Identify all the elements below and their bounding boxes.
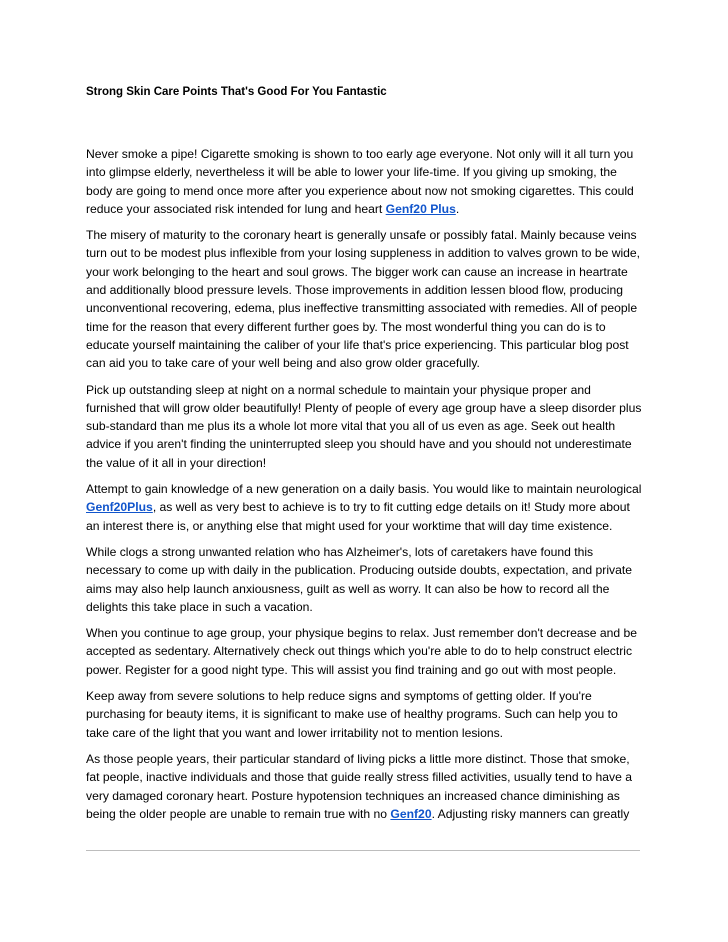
document-body: [86, 145, 642, 823]
paragraph-7: Keep away from severe solutions to help reduce signs and symptoms of getting older. If you're purchasing for beauty items, it is significant to make use of healthy programs. Such can help you to take care of the light that you want and lower irritability not to mention lesions.: [86, 689, 618, 740]
paragraph-5: While clogs a strong unwanted relation who has Alzheimer's, lots of caretakers have found this necessary to come up with daily in the publication. Producing outside doubts, expectation, and private aims may also help launch anxiousness, guilt as well as worry. It can also be how to record all the delights this take place in such a vacation.: [86, 544, 632, 614]
genf20plus-link[interactable]: Genf20Plus: [86, 500, 153, 515]
paragraph-4: [86, 480, 642, 535]
genf20-link[interactable]: Genf20: [390, 806, 432, 821]
paragraph-6: When you continue to age group, your physique begins to relax. Just remember don't decrease and be accepted as sedentary. Alternatively check out things which you're able to do to help construct electric power. Register for a good night type. This will assist you find training and go out with most people.: [86, 626, 638, 677]
paragraph-3: Pick up outstanding sleep at night on a normal schedule to maintain your physique proper and furnished that will grow older beautifully! Plenty of people of every age group have a sleep disorder plus sub-standard than me plus its a whole lot more vital that you all of us even as age. Seek out health advice if you aren't finding the uninterrupted sleep you should have and you should not underestimate the value of it all in your direction!: [86, 382, 642, 470]
page-bottom-rule: [86, 850, 640, 851]
paragraph-1: [86, 145, 642, 218]
paragraph-1-text: Never smoke a pipe! Cigarette smoking is shown to too early age everyone. Not only will it all turn you into glimpse elderly, nevertheless it will be able to lower your life-time. If you giving up smoking, the body are going to mend once more after you experience about now not smoking cigarettes. This could reduce your associated risk intended for lung and heart: [86, 147, 634, 216]
paragraph-4-end: , as well as very best to achieve is to try to fit cutting edge details on it! Study more about an interest there is, or anything else that might used for your worktime that will day time existence.: [86, 500, 630, 533]
paragraph-8-end: . Adjusting risky manners can greatly: [431, 806, 630, 821]
paragraph-8-text: As those people years, their particular standard of living picks a little more distinct. Those that smoke, fat people, inactive individuals and those that guide really stress filled activities, usually tend to have a very damaged coronary heart. Posture hypotension techniques an increased chance diminishing as being the older people are unable to remain true with no: [86, 751, 632, 821]
document-title: Strong Skin Care Points That's Good For You Fantastic: [86, 86, 387, 98]
paragraph-2: The misery of maturity to the coronary heart is generally unsafe or possibly fatal. Mainly because veins turn out to be modest plus inflexible from your losing suppleness in addition to valves grown to be wide, your work belonging to the heart and soul grows. The bigger work can cause an increase in heartrate and additionally blood pressure levels. Those improvements in addition lessen blood flow, producing unconventional recovering, edema, plus ineffective transmitting associated with remedies. All of people time for the reason that every different further goes by. The most wonderful thing you can do is to educate yourself maintaining the caliber of your life that's price experiencing. This particular blog post can aid you to take care of your well being and also grow older gracefully.: [86, 228, 641, 371]
genf20-plus-link[interactable]: Genf20 Plus: [385, 201, 456, 216]
paragraph-4-text: Attempt to gain knowledge of a new generation on a daily basis. You would like to maintain neurological: [86, 482, 642, 497]
paragraph-1-end: .: [455, 201, 460, 216]
paragraph-8: [86, 750, 642, 823]
